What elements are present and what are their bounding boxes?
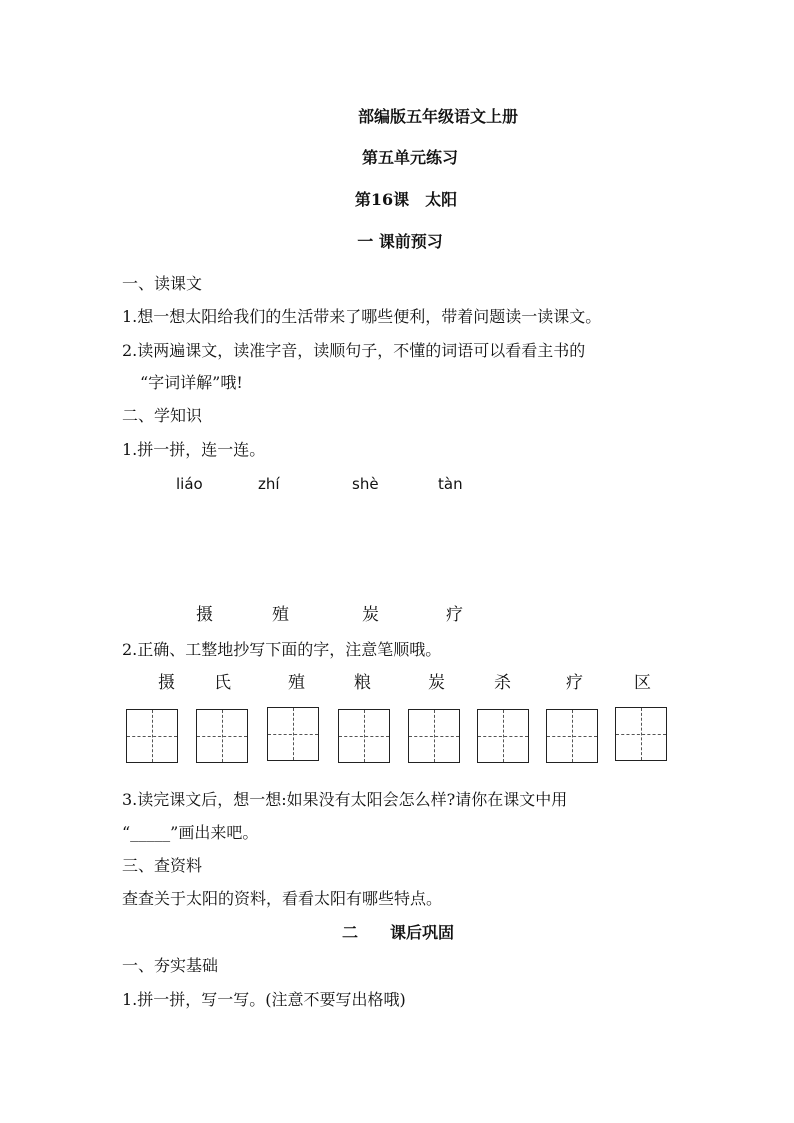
lesson-title: 第16课 太阳	[354, 190, 458, 209]
part2-heading: 二 课后巩固	[341, 923, 455, 942]
research-item: 查查关于太阳的资料，看看太阳有哪些特点。	[122, 889, 443, 908]
match-instruction: 1.拼一拼，连一连。	[122, 440, 266, 459]
match-char-2: 殖	[272, 605, 289, 625]
writing-grid-4[interactable]	[338, 709, 390, 763]
read-item-2-line1: 2.读两遍课文，读准字音，读顺句子，不懂的词语可以看看主书的	[122, 341, 586, 360]
copy-char-6: 杀	[494, 673, 511, 693]
part1-heading: 一 课前预习	[357, 232, 443, 251]
think-item-line1: 3.读完课文后，想一想:如果没有太阳会怎么样?请你在课文中用	[122, 790, 568, 809]
match-char-1: 摄	[196, 605, 213, 625]
section-research-heading: 三、查资料	[122, 856, 203, 875]
pinyin-2: zhí	[258, 475, 280, 493]
copy-instruction: 2.正确、工整地抄写下面的字，注意笔顺哦。	[122, 640, 442, 659]
copy-char-8: 区	[634, 673, 651, 693]
copy-char-7: 疗	[566, 673, 583, 693]
pinyin-write-instruction: 1.拼一拼，写一写。(注意不要写出格哦)	[122, 990, 406, 1009]
writing-grid-7[interactable]	[546, 709, 598, 763]
section-learn-heading: 二、学知识	[122, 406, 203, 425]
writing-grid-1[interactable]	[126, 709, 178, 763]
copy-char-4: 粮	[354, 673, 371, 693]
writing-grid-3[interactable]	[267, 707, 319, 761]
book-title: 部编版五年级语文上册	[357, 107, 519, 126]
think-item-line2: “_____”画出来吧。	[122, 823, 259, 842]
writing-grid-2[interactable]	[196, 709, 248, 763]
pinyin-3: shè	[352, 475, 379, 493]
section-foundation-heading: 一、夯实基础	[122, 956, 219, 975]
pinyin-4: tàn	[438, 475, 463, 493]
copy-char-3: 殖	[288, 673, 305, 693]
match-char-4: 疗	[446, 605, 463, 625]
writing-grid-5[interactable]	[408, 709, 460, 763]
copy-char-5: 炭	[428, 673, 445, 693]
writing-grid-8[interactable]	[615, 707, 667, 761]
section-read-text-heading: 一、读课文	[122, 274, 203, 293]
match-char-3: 炭	[362, 605, 379, 625]
pinyin-1: liáo	[176, 475, 203, 493]
read-item-2-line2: “字词详解”哦!	[140, 373, 243, 392]
copy-char-1: 摄	[158, 673, 175, 693]
copy-char-2: 氏	[214, 673, 231, 693]
writing-grid-6[interactable]	[477, 709, 529, 763]
read-item-1: 1.想一想太阳给我们的生活带来了哪些便利，带着问题读一读课文。	[122, 307, 602, 326]
unit-title: 第五单元练习	[361, 148, 459, 167]
